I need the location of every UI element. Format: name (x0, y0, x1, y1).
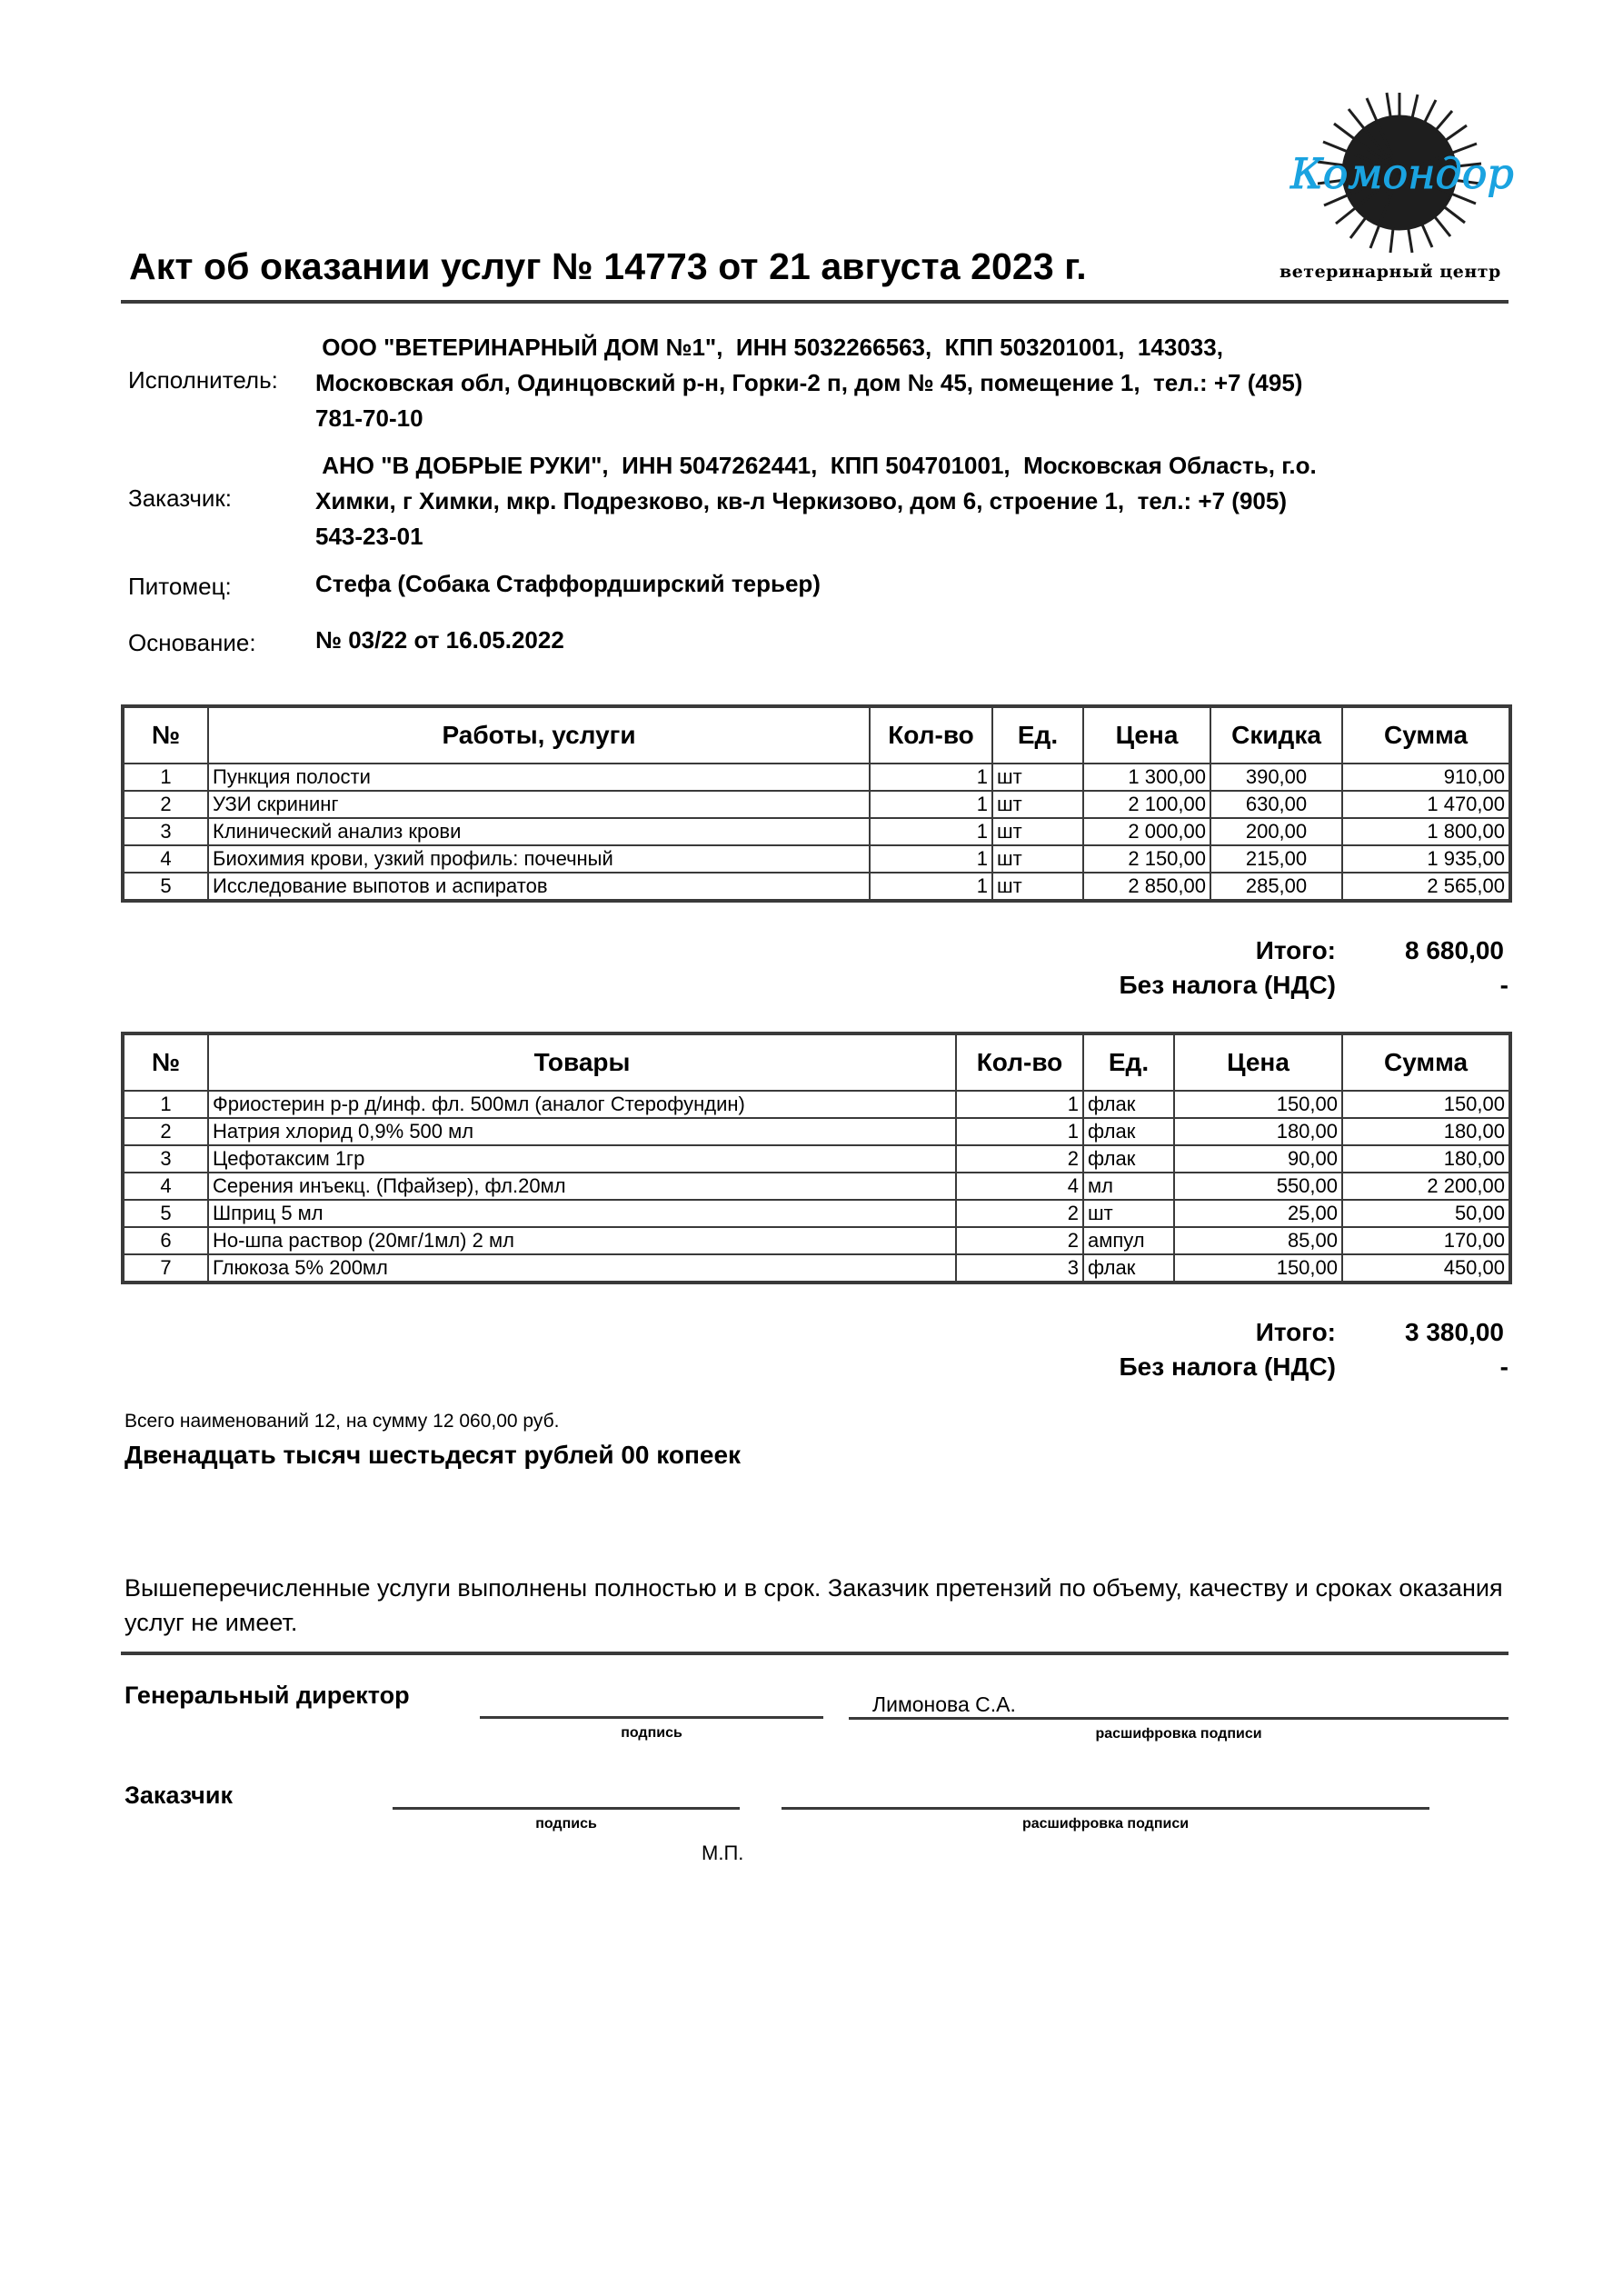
row-unit: шт (992, 791, 1083, 818)
row-price: 2 100,00 (1083, 791, 1210, 818)
customer-sign-label: Заказчик (124, 1782, 233, 1809)
executor-line-1: ООО "ВЕТЕРИНАРНЫЙ ДОМ №1", ИНН 5032266563, КПП 503201001, 143033, (315, 334, 1223, 361)
table-row (123, 1173, 1510, 1200)
row-sum: 150,00 (1342, 1091, 1510, 1118)
row-sum: 2 200,00 (1342, 1173, 1510, 1200)
komondor-mark-icon (1250, 86, 1540, 259)
col-number: № (123, 706, 208, 764)
row-qty: 1 (870, 845, 992, 873)
executor-label: Исполнитель: (128, 366, 278, 394)
row-sum: 1 470,00 (1342, 791, 1510, 818)
row-price: 180,00 (1174, 1118, 1342, 1145)
row-number: 1 (123, 1091, 208, 1118)
row-qty: 1 (870, 873, 992, 901)
row-sum: 170,00 (1342, 1227, 1510, 1254)
director-name-caption: расшифровка подписи (1095, 1726, 1262, 1742)
summary-amount-words: Двенадцать тысяч шестьдесят рублей 00 копеек (124, 1441, 742, 1469)
clinic-logo (1250, 86, 1540, 295)
row-name: Исследование выпотов и аспиратов (208, 873, 870, 901)
row-number: 5 (123, 1200, 208, 1227)
pet-label: Питомец: (128, 573, 232, 600)
row-sum: 2 565,00 (1342, 873, 1510, 901)
row-sum: 180,00 (1342, 1145, 1510, 1173)
row-unit: флак (1083, 1091, 1174, 1118)
row-unit: ампул (1083, 1227, 1174, 1254)
director-signature-caption: подпись (621, 1725, 682, 1741)
services-vat-label: Без налога (НДС) (1119, 971, 1336, 999)
row-unit: флак (1083, 1118, 1174, 1145)
brand-script: Комондор (1290, 149, 1514, 198)
goods-header-row (123, 1033, 1510, 1091)
col-unit: Ед. (992, 706, 1083, 764)
table-row (123, 1200, 1510, 1227)
customer-label: Заказчик: (128, 484, 233, 512)
row-price: 85,00 (1174, 1227, 1342, 1254)
row-name: Шприц 5 мл (208, 1200, 956, 1227)
row-number: 4 (123, 845, 208, 873)
row-number: 5 (123, 873, 208, 901)
row-name: Натрия хлорид 0,9% 500 мл (208, 1118, 956, 1145)
row-unit: флак (1083, 1254, 1174, 1283)
summary-count-line: Всего наименований 12, на сумму 12 060,00 руб. (124, 1411, 560, 1432)
row-unit: шт (992, 764, 1083, 791)
table-row (123, 818, 1510, 845)
row-discount: 285,00 (1210, 873, 1342, 901)
page-title: Акт об оказании услуг № 14773 от 21 августа 2023 г. (129, 245, 1087, 287)
statement-text: Вышеперечисленные услуги выполнены полностью и в срок. Заказчик претензий по объему, качеству и сроках оказания услуг не имеет. (124, 1574, 1503, 1636)
table-row (123, 1091, 1510, 1118)
row-price: 150,00 (1174, 1091, 1342, 1118)
row-price: 90,00 (1174, 1145, 1342, 1173)
row-name: Серения инъекц. (Пфайзер), фл.20мл (208, 1173, 956, 1200)
row-name: Но-шпа раствор (20мг/1мл) 2 мл (208, 1227, 956, 1254)
customer-value (315, 448, 1497, 554)
customer-line-1: АНО "В ДОБРЫЕ РУКИ", ИНН 5047262441, КПП 504701001, Московская Область, г.о. (315, 452, 1317, 479)
customer-name-line (782, 1807, 1429, 1810)
table-row (123, 1254, 1510, 1283)
row-number: 3 (123, 818, 208, 845)
row-sum: 1 800,00 (1342, 818, 1510, 845)
row-name: Клинический анализ крови (208, 818, 870, 845)
col-sum: Сумма (1342, 1033, 1510, 1091)
row-unit: шт (1083, 1200, 1174, 1227)
statement-divider (121, 1652, 1508, 1655)
col-number: № (123, 1033, 208, 1091)
executor-line-3: 781-70-10 (315, 404, 423, 432)
col-service: Работы, услуги (208, 706, 870, 764)
row-number: 1 (123, 764, 208, 791)
row-name: УЗИ скрининг (208, 791, 870, 818)
col-qty: Кол-во (870, 706, 992, 764)
executor-line-2: Московская обл, Одинцовский р-н, Горки-2 п, дом № 45, помещение 1, тел.: +7 (495) (315, 369, 1303, 396)
row-name: Пункция полости (208, 764, 870, 791)
col-unit: Ед. (1083, 1033, 1174, 1091)
row-name: Глюкоза 5% 200мл (208, 1254, 956, 1283)
row-sum: 450,00 (1342, 1254, 1510, 1283)
row-qty: 2 (956, 1227, 1083, 1254)
executor-value (315, 330, 1497, 436)
col-goods: Товары (208, 1033, 956, 1091)
row-sum: 180,00 (1342, 1118, 1510, 1145)
row-sum: 50,00 (1342, 1200, 1510, 1227)
col-price: Цена (1083, 706, 1210, 764)
row-price: 550,00 (1174, 1173, 1342, 1200)
row-discount: 630,00 (1210, 791, 1342, 818)
table-row (123, 1118, 1510, 1145)
row-name: Биохимия крови, узкий профиль: почечный (208, 845, 870, 873)
col-sum: Сумма (1342, 706, 1510, 764)
goods-vat-label: Без налога (НДС) (1119, 1353, 1336, 1381)
row-number: 2 (123, 791, 208, 818)
services-table (121, 704, 1512, 903)
director-name-line (849, 1717, 1508, 1720)
customer-line-2: Химки, г Химки, мкр. Подрезково, кв-л Черкизово, дом 6, строение 1, тел.: +7 (905) (315, 487, 1287, 514)
row-qty: 2 (956, 1145, 1083, 1173)
row-price: 1 300,00 (1083, 764, 1210, 791)
row-discount: 390,00 (1210, 764, 1342, 791)
row-sum: 1 935,00 (1342, 845, 1510, 873)
row-qty: 1 (956, 1091, 1083, 1118)
row-qty: 1 (870, 818, 992, 845)
logo-caption: ветеринарный центр (1279, 262, 1501, 282)
row-qty: 4 (956, 1173, 1083, 1200)
row-name: Фриостерин р-р д/инф. фл. 500мл (аналог Стерофундин) (208, 1091, 956, 1118)
goods-vat-value: - (1499, 1353, 1508, 1381)
row-number: 7 (123, 1254, 208, 1283)
customer-line-3: 543-23-01 (315, 523, 423, 550)
services-vat-value: - (1499, 971, 1508, 999)
row-name: Цефотаксим 1гр (208, 1145, 956, 1173)
table-row (123, 764, 1510, 791)
col-qty: Кол-во (956, 1033, 1083, 1091)
col-price: Цена (1174, 1033, 1342, 1091)
row-qty: 1 (956, 1118, 1083, 1145)
services-total-label: Итого: (1255, 936, 1336, 964)
goods-table (121, 1032, 1512, 1284)
goods-total-value: 3 380,00 (1405, 1318, 1504, 1346)
row-qty: 3 (956, 1254, 1083, 1283)
director-signature-line (480, 1716, 823, 1719)
services-total-value: 8 680,00 (1405, 936, 1504, 964)
row-number: 3 (123, 1145, 208, 1173)
director-label: Генеральный директор (124, 1682, 410, 1709)
row-unit: шт (992, 845, 1083, 873)
table-row (123, 845, 1510, 873)
row-discount: 215,00 (1210, 845, 1342, 873)
table-row (123, 873, 1510, 901)
row-qty: 1 (870, 764, 992, 791)
row-price: 150,00 (1174, 1254, 1342, 1283)
row-sum: 910,00 (1342, 764, 1510, 791)
table-row (123, 1145, 1510, 1173)
pet-value: Стефа (Собака Стаффордширский терьер) (315, 570, 821, 597)
director-name: Лимонова С.А. (872, 1692, 1016, 1716)
customer-name-caption: расшифровка подписи (1021, 1816, 1190, 1832)
customer-signature-line (393, 1807, 740, 1810)
basis-value: № 03/22 от 16.05.2022 (315, 626, 564, 654)
row-price: 2 000,00 (1083, 818, 1210, 845)
row-unit: мл (1083, 1173, 1174, 1200)
title-divider (121, 300, 1508, 304)
row-discount: 200,00 (1210, 818, 1342, 845)
row-number: 4 (123, 1173, 208, 1200)
customer-signature-caption: подпись (535, 1816, 597, 1832)
col-discount: Скидка (1210, 706, 1342, 764)
row-unit: шт (992, 873, 1083, 901)
row-number: 6 (123, 1227, 208, 1254)
stamp-placeholder: М.П. (702, 1842, 744, 1864)
row-qty: 2 (956, 1200, 1083, 1227)
row-price: 2 150,00 (1083, 845, 1210, 873)
row-unit: шт (992, 818, 1083, 845)
services-header-row (123, 706, 1510, 764)
basis-label: Основание: (128, 629, 256, 656)
row-price: 25,00 (1174, 1200, 1342, 1227)
row-qty: 1 (870, 791, 992, 818)
table-row (123, 1227, 1510, 1254)
goods-total-label: Итого: (1255, 1318, 1336, 1346)
table-row (123, 791, 1510, 818)
row-price: 2 850,00 (1083, 873, 1210, 901)
row-number: 2 (123, 1118, 208, 1145)
row-unit: флак (1083, 1145, 1174, 1173)
